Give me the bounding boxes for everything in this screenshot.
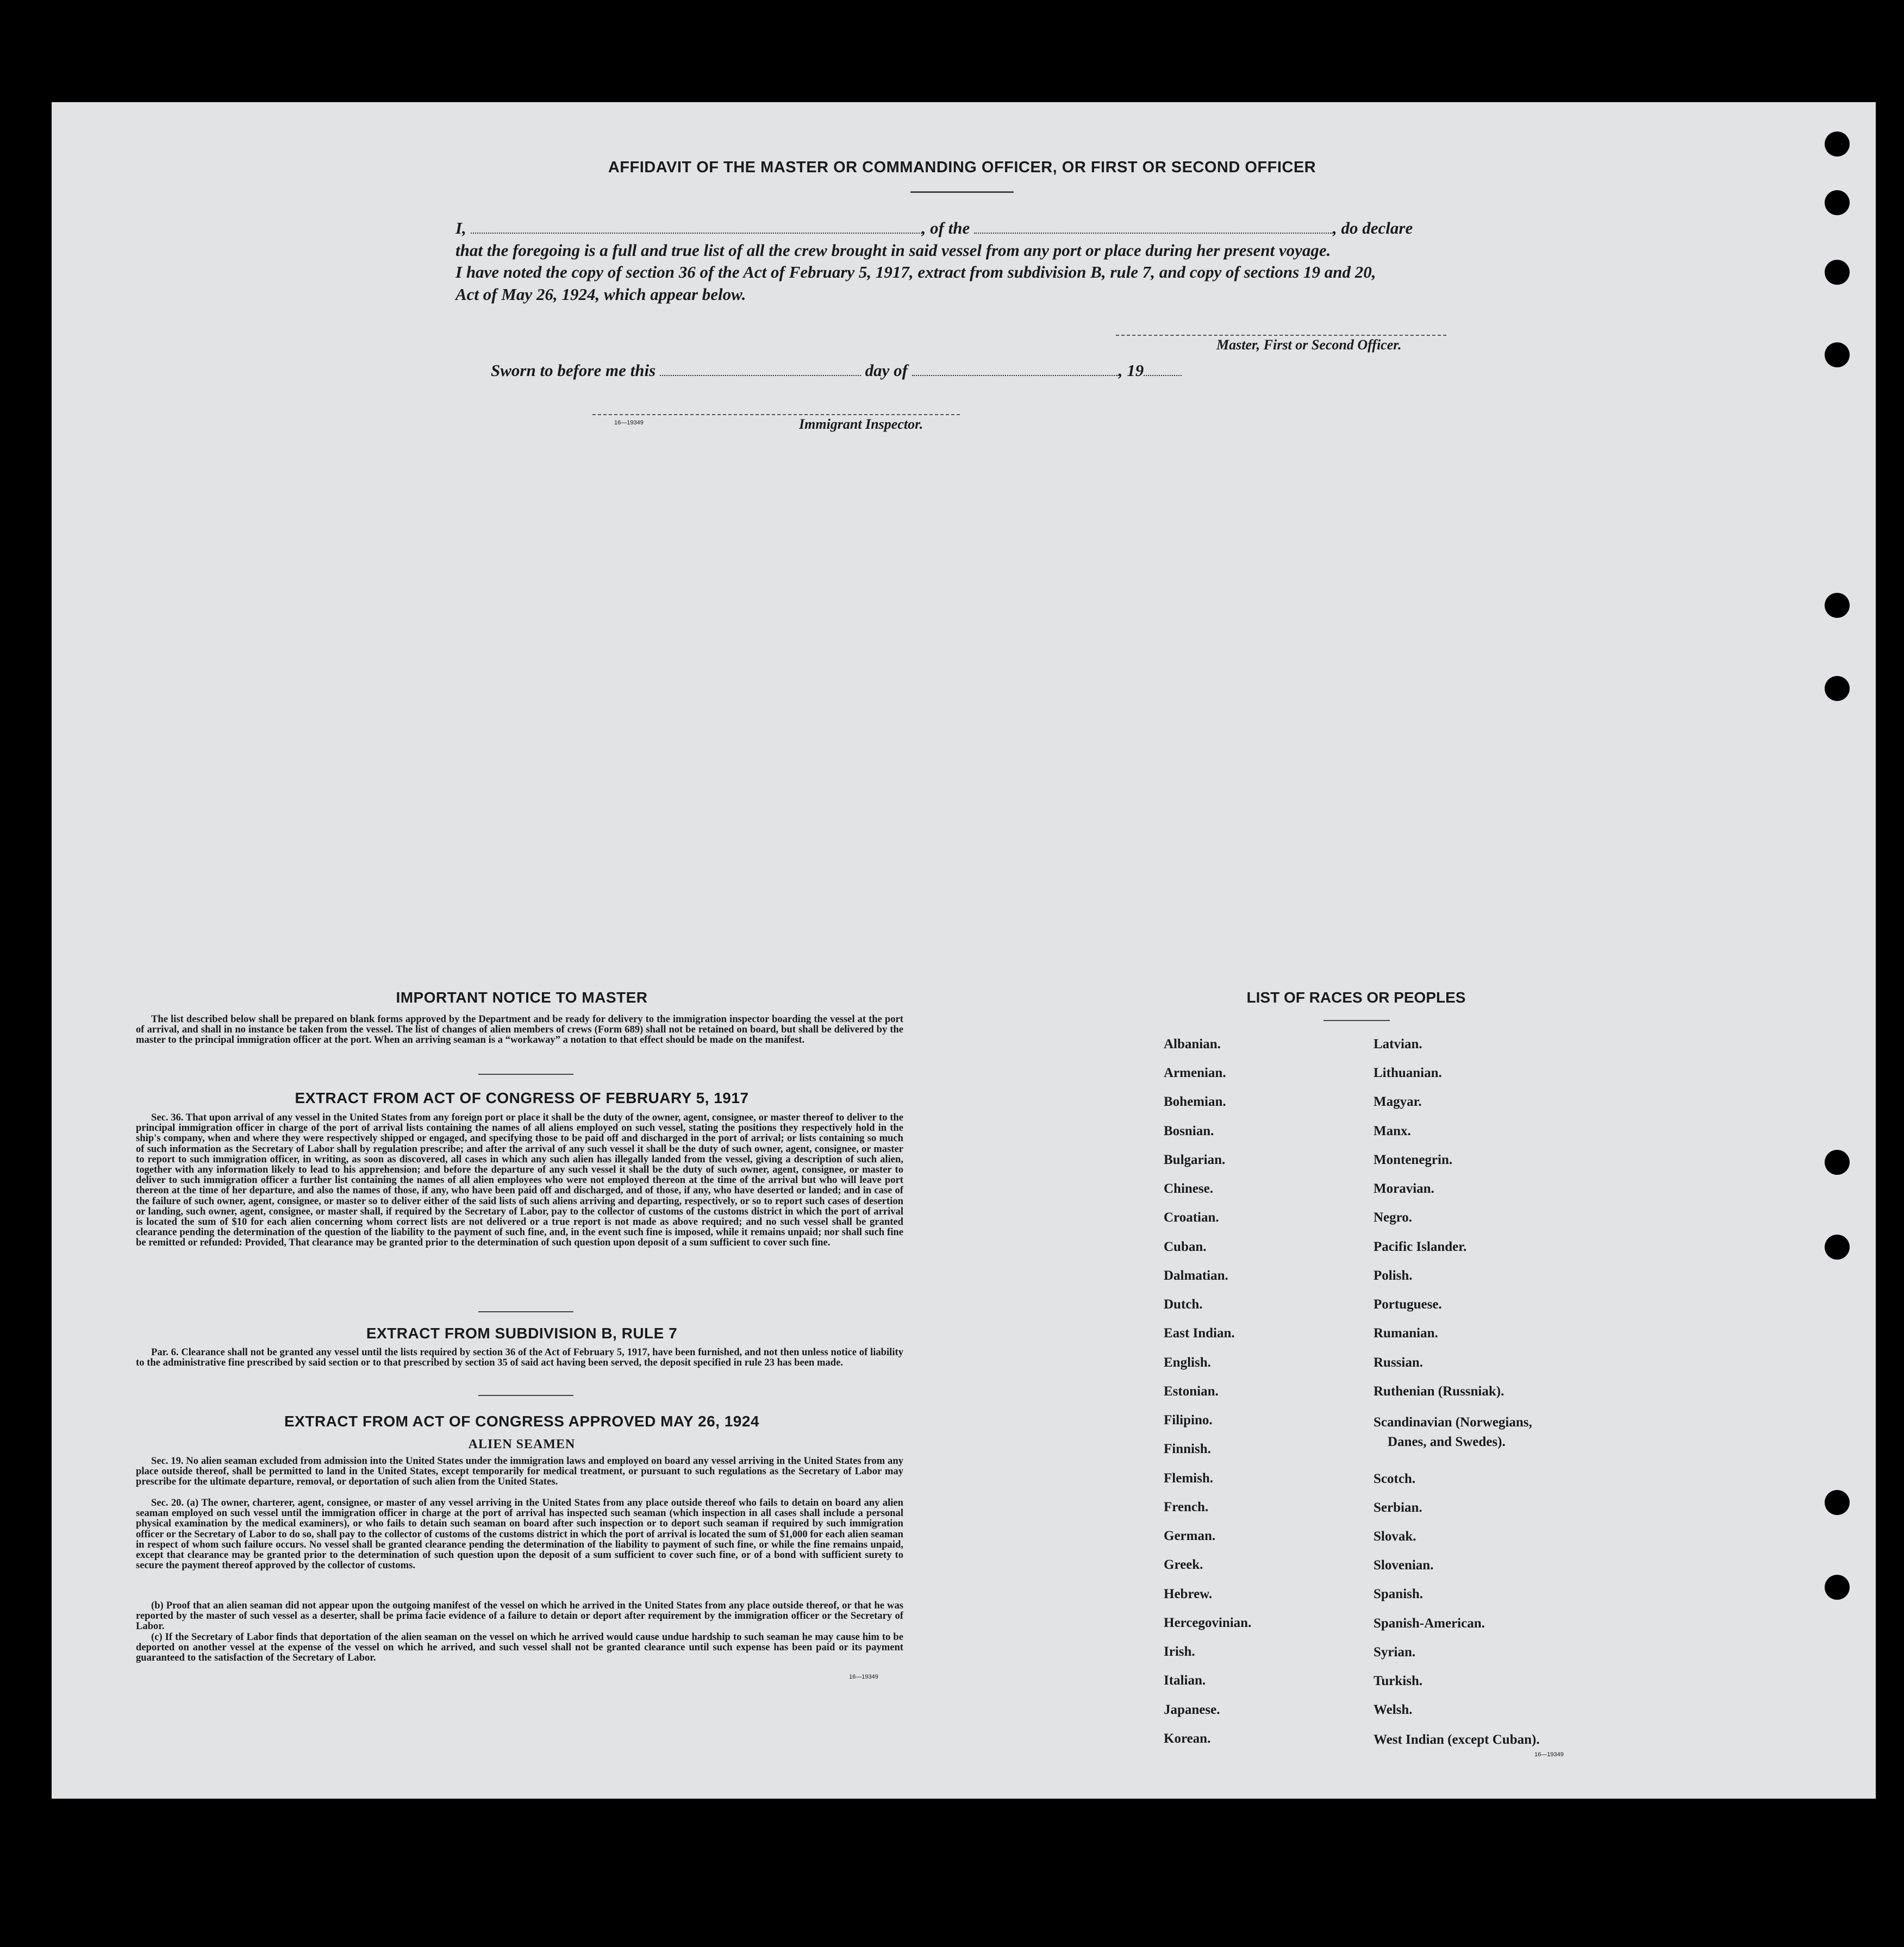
race-item: Rumanian. bbox=[1374, 1326, 1438, 1341]
sec-19-text: Sec. 19. No alien seaman excluded from admission into the United States under the immigration laws and employed on board any vessel arriving in the United States from any place outside thereof, shall be permitted to land in the United States, except temporarily for medical treatment, or pursuant to such regulations as the Secretary of Labor may prescribe for the ultimate departure, removal, or deportation of such alien from the United States. bbox=[136, 1455, 903, 1488]
punch-hole-1 bbox=[1825, 132, 1850, 156]
punch-hole-7 bbox=[1825, 1150, 1850, 1175]
race-item: Greek. bbox=[1164, 1557, 1203, 1572]
race-item: Montenegrin. bbox=[1374, 1153, 1453, 1167]
extract-form-number: 16—19349 bbox=[849, 1674, 878, 1680]
race-item: Welsh. bbox=[1374, 1702, 1413, 1717]
race-item: Scotch. bbox=[1374, 1472, 1416, 1486]
race-item: Lithuanian. bbox=[1374, 1066, 1442, 1080]
affidavit-title-rule bbox=[910, 191, 1014, 193]
master-signature-line[interactable] bbox=[1116, 335, 1446, 336]
extract-1917-rule bbox=[478, 1311, 573, 1312]
affidavit-form-number: 16—19349 bbox=[614, 420, 644, 426]
race-item: Manx. bbox=[1374, 1124, 1411, 1138]
extract-1917-text: Sec. 36. That upon arrival of any vessel in the United States from any foreign port or place it shall be the duty of the owner, agent, consignee, or master thereof to deliver to the principal immigration officer in charge of the port of arrival lists containing the names of all aliens employed on such vessel, stating the positions they respectively hold in the ship's company, when and where they were respectively shipped or engaged, and specifying those to be paid off and discharged in the port of arrival; or lists containing so much of such information as the Secretary of Labor shall by regulation prescribe; and after the arrival of any such vessel it shall be the duty of such owner, agent, consignee, or master to report to such immigration officer, in writing, as soon as discovered, all cases in which any such alien has illegally landed from the vessel, giving a description of such alien, together with any information likely to lead to his apprehension; and before the departure of any such vessel it shall be the duty of such owner, agent, consignee, or master to deliver to such immigration officer a further list containing the names of all alien employees who were not employed thereon at the time of the arrival but who will leave port thereon at the time of her departure, and also the names of those, if any, who have been paid off and discharged, and of those, if any, who have deserted or landed; and in case of the failure of such owner, agent, consignee, or master so to deliver either of the said lists of such aliens arriving and departing, respectively, or so to report such cases of desertion or landing, such owner, agent, consignee, or master shall, if required by the Secretary of Labor, pay to the collector of customs of the customs district in which the port of arrival is located the sum of $10 for each alien concerning whom correct lists are not delivered or a true report is not made as above required; and no such vessel shall be granted clearance pending the determination of the question of the liability to the payment of such fine, and, in the event such fine is imposed, while it remains unpaid; nor shall such fine be remitted or refunded: Provided, That clearance may be granted prior to the determination of such question upon deposit of a sum sufficient to cover such fine. bbox=[136, 1112, 903, 1249]
subdivision-b-rule bbox=[478, 1395, 573, 1396]
race-item: Bosnian. bbox=[1164, 1124, 1214, 1138]
race-item: Spanish. bbox=[1374, 1587, 1424, 1601]
affidavit-line-4: Act of May 26, 1924, which appear below. bbox=[455, 285, 746, 304]
race-item: West Indian (except Cuban). bbox=[1374, 1732, 1540, 1747]
vessel-name-field[interactable] bbox=[974, 221, 1333, 234]
race-item: Spanish-American. bbox=[1374, 1616, 1485, 1631]
sworn-month-field[interactable] bbox=[912, 363, 1119, 376]
punch-hole-5 bbox=[1825, 593, 1850, 618]
race-item: Portuguese. bbox=[1374, 1297, 1442, 1312]
affidavit-title: AFFIDAVIT OF THE MASTER OR COMMANDING OFFICER, OR FIRST OR SECOND OFFICER bbox=[608, 159, 1316, 176]
master-name-field[interactable] bbox=[471, 221, 922, 234]
extract-1924-title: EXTRACT FROM ACT OF CONGRESS APPROVED MAY 26, 1924 bbox=[284, 1413, 759, 1430]
alien-seamen-subtitle: ALIEN SEAMEN bbox=[468, 1437, 576, 1451]
punch-hole-2 bbox=[1825, 190, 1850, 215]
race-item: Cuban. bbox=[1164, 1239, 1207, 1254]
race-item: Ruthenian (Russniak). bbox=[1374, 1384, 1505, 1399]
notice-text: The list described below shall be prepared on blank forms approved by the Department and be ready for delivery to the immigration inspector boarding the vessel at the port of arrival, and shall in no instance be taken from the vessel. The list of changes of alien members of crews (Form 689) shall not be retained on board, but shall be delivered by the master to the principal immigration officer at the port. When an arriving seaman is a “workaway” a notation to that effect should be made on the manifest. bbox=[136, 1013, 903, 1046]
race-item: Japanese. bbox=[1164, 1702, 1220, 1717]
extract-1917-title: EXTRACT FROM ACT OF CONGRESS OF FEBRUARY 5, 1917 bbox=[295, 1090, 749, 1106]
punch-hole-3 bbox=[1825, 260, 1850, 285]
race-item: Danes, and Swedes). bbox=[1388, 1435, 1506, 1449]
inspector-caption: Immigrant Inspector. bbox=[799, 416, 923, 432]
notice-title: IMPORTANT NOTICE TO MASTER bbox=[396, 989, 648, 1006]
race-item: Hebrew. bbox=[1164, 1587, 1213, 1601]
subdivision-b-text: Par. 6. Clearance shall not be granted any vessel until the lists required by section 36 of the Act of February 5, 1917, have been furnished, and not then unless notice of liability to the administrative fine prescribed by said section or to that prescribed by section 35 of said act having been served, the deposit specified in rule 23 has been made. bbox=[136, 1347, 903, 1369]
races-title: LIST OF RACES OR PEOPLES bbox=[1246, 989, 1466, 1006]
race-item: Dalmatian. bbox=[1164, 1268, 1228, 1283]
subdivision-b-title: EXTRACT FROM SUBDIVISION B, RULE 7 bbox=[366, 1325, 678, 1342]
race-item: Chinese. bbox=[1164, 1181, 1213, 1196]
race-item: Slovenian. bbox=[1374, 1558, 1434, 1573]
race-item: Serbian. bbox=[1374, 1500, 1422, 1515]
race-item: Scandinavian (Norwegians, bbox=[1374, 1415, 1532, 1430]
punch-hole-9 bbox=[1825, 1490, 1850, 1515]
punch-hole-4 bbox=[1825, 342, 1850, 367]
affidavit-line-2: that the foregoing is a full and true list of all the crew brought in said vessel from any port or place during her present voyage. bbox=[455, 241, 1331, 260]
race-item: Finnish. bbox=[1164, 1442, 1211, 1456]
race-item: Turkish. bbox=[1374, 1674, 1423, 1688]
race-item: Estonian. bbox=[1164, 1384, 1219, 1399]
race-item: Korean. bbox=[1164, 1731, 1211, 1746]
race-item: Filipino. bbox=[1164, 1413, 1213, 1428]
race-item: Syrian. bbox=[1374, 1645, 1416, 1660]
race-item: English. bbox=[1164, 1355, 1211, 1370]
race-item: Dutch. bbox=[1164, 1297, 1203, 1312]
notice-rule bbox=[478, 1074, 573, 1075]
race-item: Polish. bbox=[1374, 1268, 1413, 1283]
affidavit-line-3: I have noted the copy of section 36 of the Act of February 5, 1917, extract from subdivision B, rule 7, and copy of sections 19 and 20, bbox=[455, 262, 1376, 281]
race-item: Bulgarian. bbox=[1164, 1153, 1226, 1167]
sec-20c-text: (c) If the Secretary of Labor finds that deportation of the alien seaman on the vessel on which he arrived would cause undue hardship to such seaman he may cause him to be deported on another vessel at the expense of the vessel on which he arrived, and such vessel shall not be granted clearance until such expense has been paid or its payment guaranteed to the satisfaction of the Secretary of Labor. bbox=[136, 1631, 903, 1664]
punch-hole-6 bbox=[1825, 676, 1850, 701]
race-item: Negro. bbox=[1374, 1210, 1413, 1225]
punch-hole-10 bbox=[1825, 1575, 1850, 1600]
race-item: Latvian. bbox=[1374, 1037, 1422, 1051]
race-item: Albanian. bbox=[1164, 1037, 1221, 1051]
race-item: Italian. bbox=[1164, 1673, 1206, 1688]
race-item: East Indian. bbox=[1164, 1326, 1235, 1341]
punch-hole-8 bbox=[1825, 1235, 1850, 1260]
race-item: Russian. bbox=[1374, 1355, 1424, 1370]
race-item: Flemish. bbox=[1164, 1471, 1213, 1486]
race-item: Hercegovinian. bbox=[1164, 1616, 1252, 1630]
sec-20b-text: (b) Proof that an alien seaman did not appear upon the outgoing manifest of the vessel on which he arrived in the United States from any place outside thereof, or that he was reported by the master of such vessel as a deserter, shall be prima facie evidence of a failure to detain or deport after requirement by the immigration officer or the Secretary of Labor. bbox=[136, 1600, 903, 1632]
master-signature-caption: Master, First or Second Officer. bbox=[1216, 337, 1402, 353]
race-item: German. bbox=[1164, 1529, 1216, 1543]
race-item: Armenian. bbox=[1164, 1066, 1226, 1080]
race-item: Pacific Islander. bbox=[1374, 1239, 1467, 1254]
races-form-number: 16—19349 bbox=[1534, 1751, 1564, 1758]
affidavit-line-1: I, , of the , do declare bbox=[455, 218, 1413, 237]
race-item: Bohemian. bbox=[1164, 1094, 1226, 1109]
race-item: French. bbox=[1164, 1500, 1209, 1514]
sworn-year-field[interactable] bbox=[1144, 363, 1182, 376]
race-item: Magyar. bbox=[1374, 1094, 1422, 1109]
sworn-line: Sworn to before me this day of , 19 bbox=[491, 361, 1524, 380]
race-item: Slovak. bbox=[1374, 1529, 1416, 1544]
race-item: Croatian. bbox=[1164, 1210, 1219, 1225]
race-item: Moravian. bbox=[1374, 1181, 1434, 1196]
sec-20a-text: Sec. 20. (a) The owner, charterer, agent, consignee, or master of any vessel arriving in the United States from any place outside thereof who fails to detain on board any alien seaman employed on such vessel until the immigration officer in charge at the port of arrival has inspected such seaman (which inspection in all cases shall include a personal physical examination by the medical examiners), or who fails to detain such seaman on board after such inspection or to deport such seaman if required by such immigration officer or the Secretary of Labor to do so, shall pay to the collector of customs of the customs district in which the port of arrival is located the sum of $1,000 for each alien seaman in respect of whom such failure occurs. No vessel shall be granted clearance pending the determination of the liability to payment of such fine, or while the fine remains unpaid, except that clearance may be granted prior to the determination of such question upon the deposit of a sum sufficient to cover such fine, or of a bond with sufficient surety to secure the payment thereof approved by the collector of customs. bbox=[136, 1497, 903, 1572]
race-item: Irish. bbox=[1164, 1644, 1195, 1659]
races-title-rule bbox=[1324, 1020, 1390, 1021]
inspector-signature-line[interactable] bbox=[592, 414, 960, 415]
sworn-day-field[interactable] bbox=[660, 363, 861, 376]
